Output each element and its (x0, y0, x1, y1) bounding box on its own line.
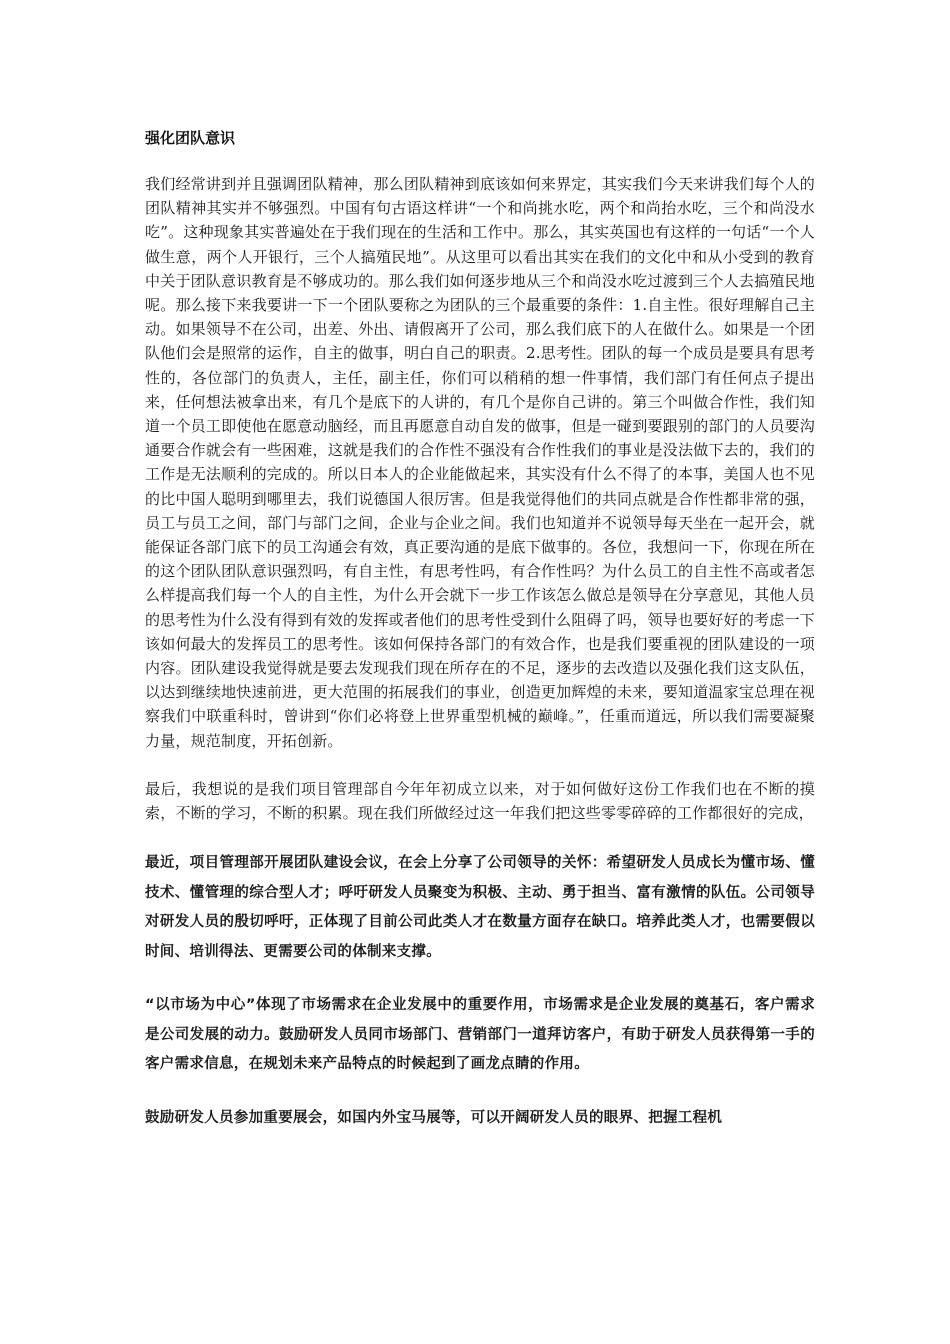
bold-paragraph-exhibitions: 鼓励研发人员参加重要展会，如国内外宝马展等，可以开阔研发人员的眼界、把握工程机 (145, 1109, 723, 1126)
bold-paragraph-market-centered: “以市场为中心”体现了市场需求在企业发展中的重要作用，市场需求是企业发展的奠基石，客户需求是公司发展的动力。鼓励研发人员同市场部门、营销部门一道拜访客户，有助于研发人员获得第一手的客户需求信息，在规划未来产品特点的时候起到了画龙点睛的作用。 (145, 997, 815, 1073)
body-paragraph-conclusion: 最后，我想说的是我们项目管理部自今年年初成立以来，对于如何做好这份工作我们也在不断的摸索，不断的学习，不断的积累。现在我们所做经过这一年我们把这些零零碎碎的工作都很好的完成， (145, 779, 815, 823)
body-paragraph-teamwork: 我们经常讲到并且强调团队精神，那么团队精神到底该如何来界定，其实我们今天来讲我们每个人的团队精神其实并不够强烈。中国有句古语这样讲“一个和尚挑水吃，两个和尚抬水吃，三个和尚没水吃”。这种现象其实普遍处在于我们现在的生活和工作中。那么，其实英国也有这样的一句话“一个人做生意，两个人开银行，三个人搞殖民地”。从这里可以看出其实在我们的文化中和从小受到的教育中关于团队意识教育是不够成功的。那么我们如何逐步地从三个和尚没水吃过渡到三个人去搞殖民地呢。那么接下来我要讲一下一个团队要称之为团队的三个最重要的条件：1.自主性。很好理解自己主动。如果领导不在公司，出差、外出、请假离开了公司，那么我们底下的人在做什么。如果是一个团队他们会是照常的运作，自主的做事，明白自己的职责。2.思考性。团队的每一个成员是要具有思考性的，各位部门的负责人，主任，副主任，你们可以稍稍的想一件事情，我们部门有任何点子提出来，任何想法被拿出来，有几个是底下的人讲的，有几个是你自己讲的。第三个叫做合作性，我们知道一个员工即使他在愿意动脑经，而且再愿意自动自发的做事，但是一碰到要跟别的部门的人员要沟通要合作就会有一些困难，这就是我们的合作性不强没有合作性我们的事业是没法做下去的，我们的工作是无法顺利的完成的。所以日本人的企业能做起来，其实没有什么不得了的本事，美国人也不见的比中国人聪明到哪里去，我们说德国人很厉害。但是我觉得他们的共同点就是合作性都非常的强，员工与员工之间，部门与部门之间，企业与企业之间。我们也知道并不说领导每天坐在一起开会，就能保证各部门底下的员工沟通会有效，真正要沟通的是底下做事的。各位，我想问一下，你现在所在的这个团队团队意识强烈吗，有自主性，有思考性吗，有合作性吗？为什么员工的自主性不高或者怎么样提高我们每一个人的自主性，为什么开会就下一步工作该怎么做总是领导在分享意见，其他人员的思考性为什么没有得到有效的发挥或者他们的思考性受到什么阻碍了吗，领导也要好好的考虑一下该如何最大的发挥员工的思考性。该如何保持各部门的有效合作，也是我们要重视的团队建设的一项内容。团队建设我觉得就是要去发现我们现在所存在的不足，逐步的去改造以及强化我们这支队伍，以达到继续地快速前进，更大范围的拓展我们的事业，创造更加辉煌的未来，要知道温家宝总理在视察我们中联重科时，曾讲到“你们必将登上世界重型机械的巅峰。”，任重而道远，所以我们需要凝聚力量，规范制度，开拓创新。 (145, 175, 815, 750)
document-title: 强化团队意识 (145, 129, 236, 147)
bold-paragraph-team-meeting: 最近，项目管理部开展团队建设会议，在会上分享了公司领导的关怀：希望研发人员成长为懂市场、懂技术、懂管理的综合型人才；呼吁研发人员聚变为积极、主动、勇于担当、富有激情的队伍。公司领导对研发人员的殷切呼吁，正体现了目前公司此类人才在数量方面存在缺口。培养此类人才，也需要假以时间、培训得法、更需要公司的体制来支撑。 (145, 855, 815, 960)
document-body (145, 126, 815, 1133)
